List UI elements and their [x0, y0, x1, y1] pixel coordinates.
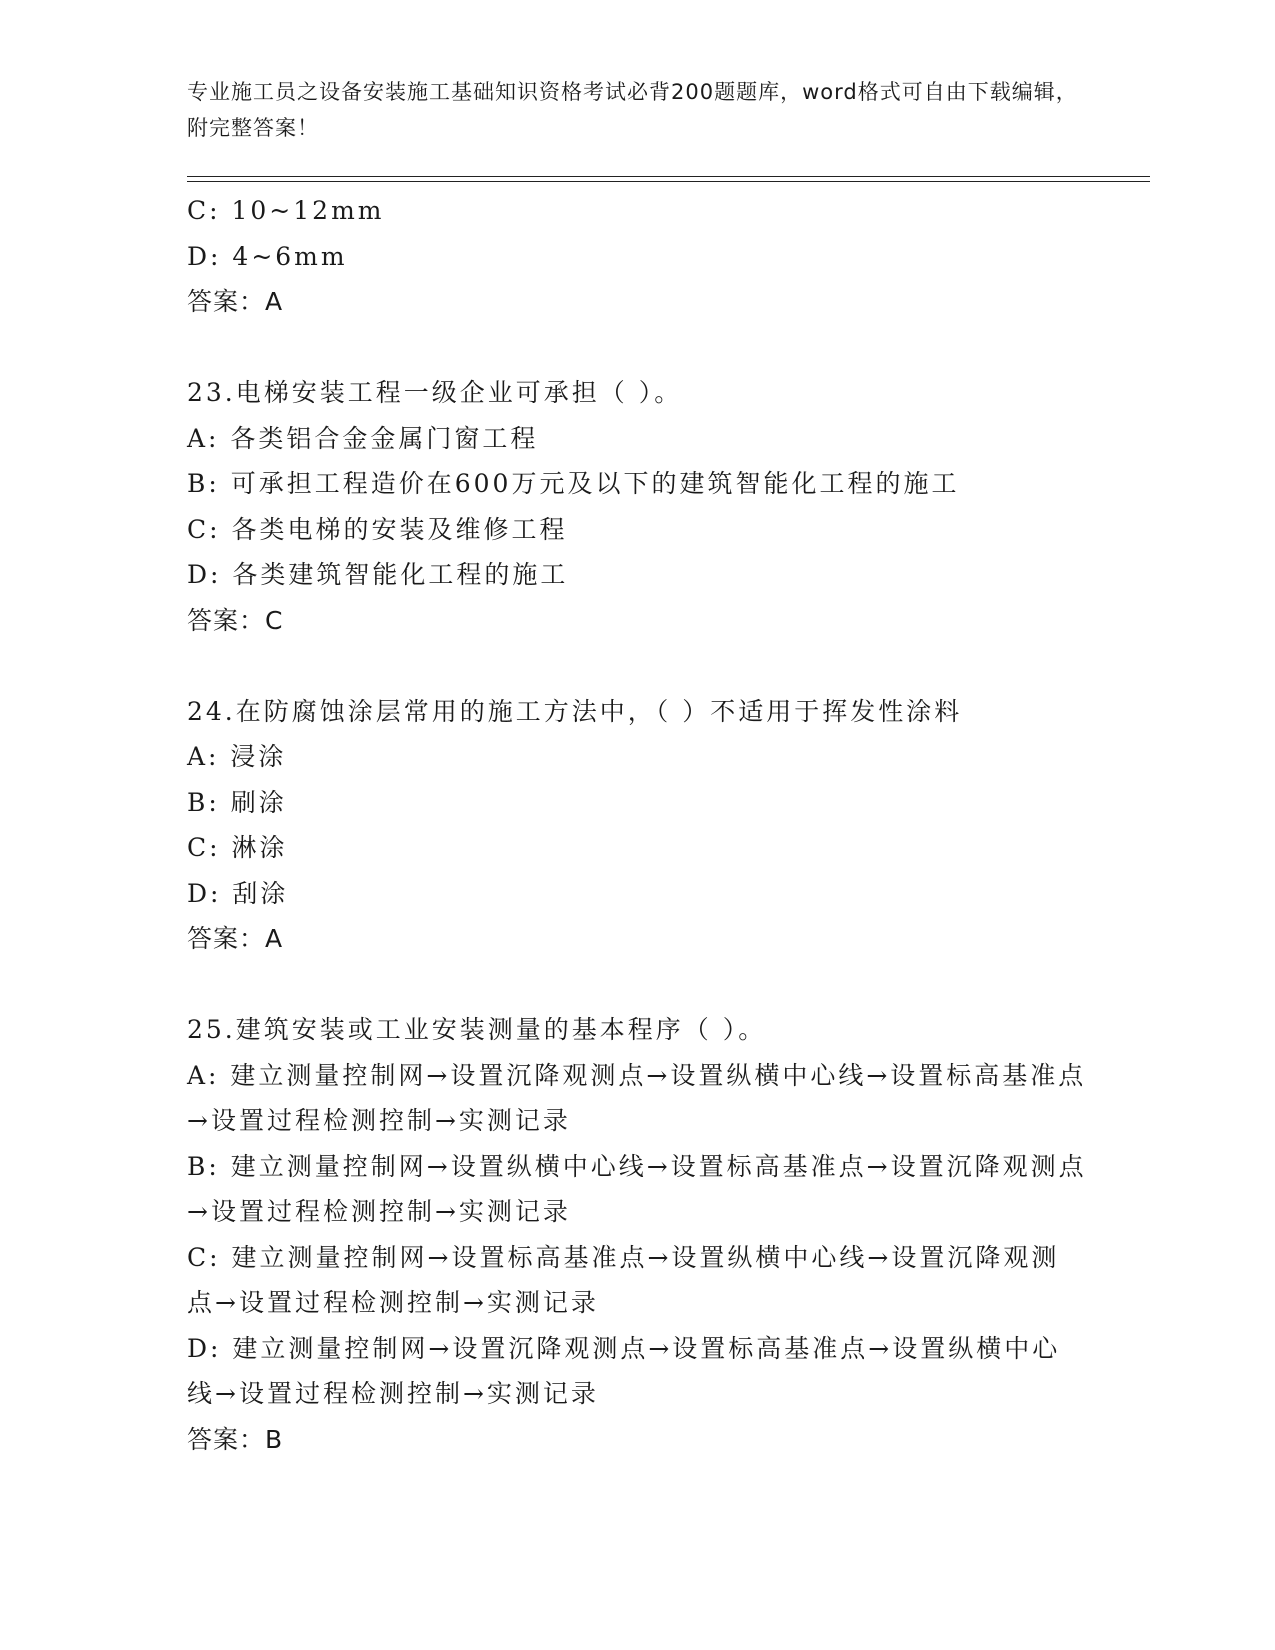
- option-a: A: 浸涂: [187, 742, 287, 771]
- question-stem: 25.建筑安装或工业安装测量的基本程序（ ）。: [187, 1015, 767, 1044]
- question-23: [187, 370, 1087, 643]
- question-22-tail: [187, 188, 1087, 325]
- option-b: B: 建立测量控制网→设置纵横中心线→设置标高基准点→设置沉降观测点→设置过程检测控制→实测记录: [187, 1151, 1087, 1226]
- option-d: D: 4~6mm: [187, 241, 348, 271]
- option-a: A: 建立测量控制网→设置沉降观测点→设置纵横中心线→设置标高基准点→设置过程检测控制→实测记录: [187, 1060, 1087, 1135]
- spacer: [187, 962, 1087, 1008]
- option-c: C: 10~12mm: [187, 196, 385, 225]
- option-a: A: 各类铝合金金属门窗工程: [187, 423, 539, 453]
- spacer: [187, 325, 1087, 371]
- answer: 答案：A: [187, 287, 284, 316]
- option-d: D: 刮涂: [187, 878, 289, 908]
- document-header: 专业施工员之设备安装施工基础知识资格考试必背200题题库，word格式可自由下载编辑，附完整答案！: [187, 80, 1078, 140]
- question-stem: 23.电梯安装工程一级企业可承担（ ）。: [187, 378, 683, 407]
- option-c: C: 淋涂: [187, 833, 288, 862]
- answer: 答案：B: [187, 1424, 284, 1454]
- answer: 答案：C: [187, 605, 284, 635]
- option-c: C: 各类电梯的安装及维修工程: [187, 514, 568, 544]
- header-rule-top: [187, 176, 1150, 177]
- header-rule-bottom: [187, 181, 1150, 182]
- question-list: [187, 188, 1087, 1462]
- question-25: [187, 1007, 1087, 1462]
- option-d: D: 各类建筑智能化工程的施工: [187, 560, 569, 589]
- question-stem: 24.在防腐蚀涂层常用的施工方法中，（ ）不适用于挥发性涂料: [187, 696, 963, 726]
- question-24: [187, 689, 1087, 962]
- option-b: B: 刷涂: [187, 787, 287, 817]
- option-c: C: 建立测量控制网→设置标高基准点→设置纵横中心线→设置沉降观测点→设置过程检测控制→实测记录: [187, 1242, 1060, 1317]
- answer: 答案：A: [187, 924, 284, 953]
- option-d: D: 建立测量控制网→设置沉降观测点→设置标高基准点→设置纵横中心线→设置过程检测控制→实测记录: [187, 1333, 1061, 1408]
- option-b: B: 可承担工程造价在600万元及以下的建筑智能化工程的施工: [187, 469, 960, 498]
- spacer: [187, 643, 1087, 689]
